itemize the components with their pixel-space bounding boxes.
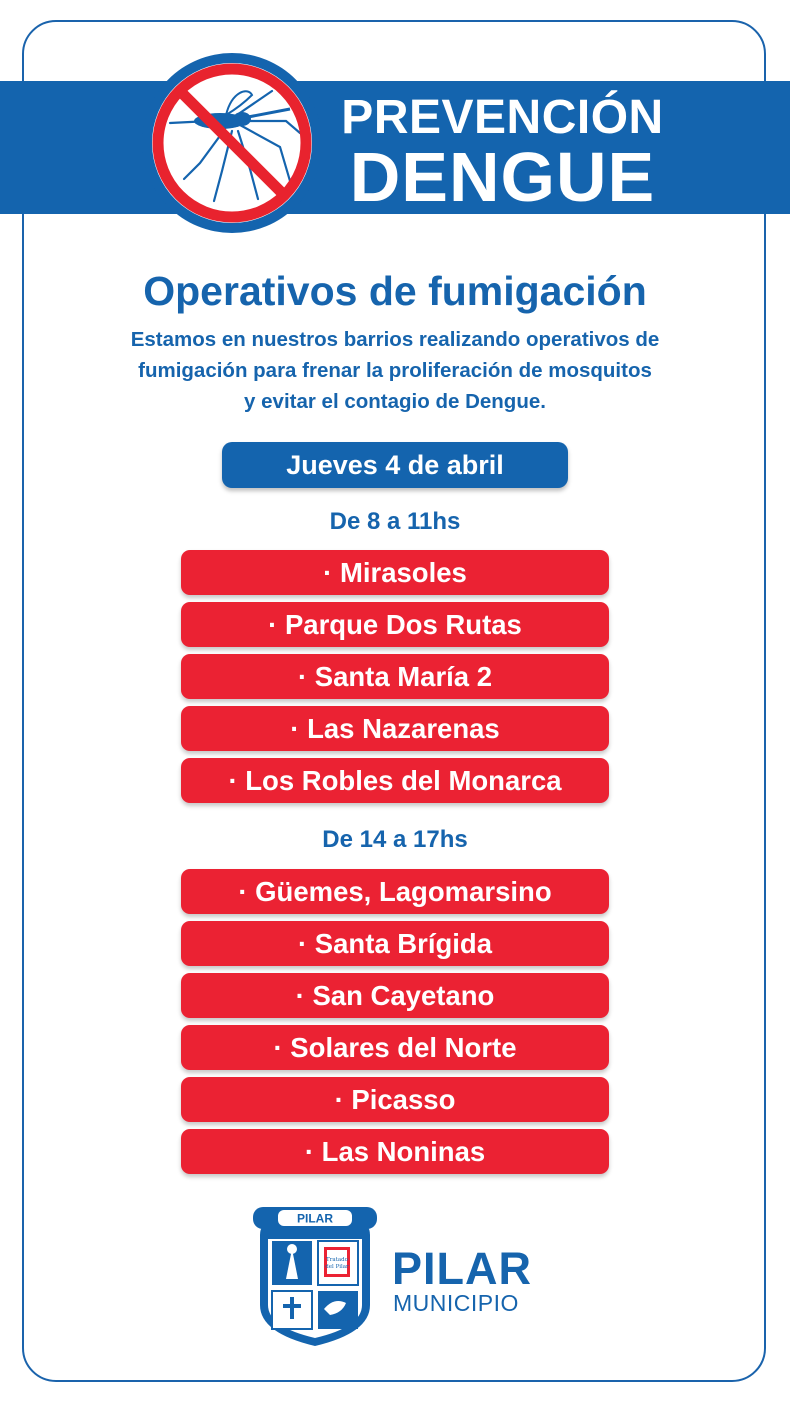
book-text-line-1: Tratado	[326, 1257, 348, 1263]
banner-line-1: PREVENCIÓN	[341, 91, 664, 144]
date-badge: Jueves 4 de abril	[222, 442, 568, 488]
intro-line-1: Estamos en nuestros barrios realizando operativos de	[130, 328, 660, 351]
intro-text	[100, 324, 690, 417]
crest-label: PILAR	[297, 1211, 333, 1226]
place-item: · Güemes, Lagomarsino	[181, 869, 609, 914]
afternoon-time-label: De 14 a 17hs	[322, 826, 468, 853]
place-item: · Solares del Norte	[181, 1025, 609, 1070]
place-item: · San Cayetano	[181, 973, 609, 1018]
place-item: · Mirasoles	[181, 550, 609, 595]
intro-line-3: y evitar el contagio de Dengue.	[244, 390, 546, 413]
place-item: · Santa María 2	[181, 654, 609, 699]
municipal-crest-icon	[250, 1205, 380, 1348]
place-item: · Las Nazarenas	[181, 706, 609, 751]
intro-line-2: fumigación para frenar la proliferación de mosquitos	[138, 359, 652, 382]
place-item: · Los Robles del Monarca	[181, 758, 609, 803]
book-text-line-2: del Pilar	[325, 1264, 349, 1270]
place-item: · Parque Dos Rutas	[181, 602, 609, 647]
afternoon-places-list	[181, 869, 609, 1181]
logo-subtitle: MUNICIPIO	[393, 1290, 519, 1316]
banner-title	[300, 88, 705, 216]
page-title: Operativos de fumigación	[143, 268, 647, 314]
place-item: · Las Noninas	[181, 1129, 609, 1174]
morning-time-label: De 8 a 11hs	[329, 508, 461, 535]
morning-places-list	[181, 550, 609, 810]
banner-line-2: DENGUE	[349, 138, 656, 216]
logo-name: PILAR	[392, 1243, 532, 1294]
place-item: · Picasso	[181, 1077, 609, 1122]
no-mosquito-icon	[140, 51, 324, 235]
place-item: · Santa Brígida	[181, 921, 609, 966]
